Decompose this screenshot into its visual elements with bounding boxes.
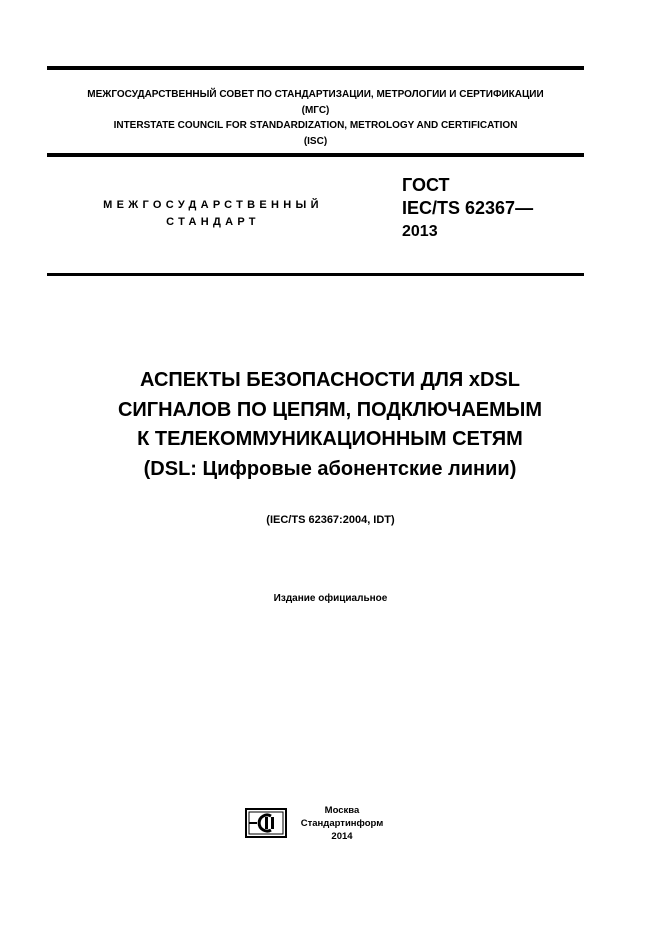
council-abbr-en: (ISC) bbox=[303, 135, 328, 147]
interstate-label-line1: МЕЖГОСУДАРСТВЕННЫЙ bbox=[103, 199, 323, 211]
council-name-en: INTERSTATE COUNCIL FOR STANDARDIZATION, METROLOGY AND CERTIFICATION bbox=[113, 120, 518, 131]
top-rule bbox=[47, 66, 584, 70]
interstate-standard-label bbox=[78, 197, 348, 231]
title-line2: СИГНАЛОВ ПО ЦЕПЯМ, ПОДКЛЮЧАЕМЫМ bbox=[117, 398, 543, 421]
title-line4: (DSL: Цифровые абонентские линии) bbox=[143, 457, 517, 480]
title-line3: К ТЕЛЕКОММУНИКАЦИОННЫМ СЕТЯМ bbox=[137, 428, 523, 450]
standartinform-logo-icon bbox=[245, 808, 287, 838]
council-abbr-ru: (МГС) bbox=[301, 104, 330, 116]
title-line1: АСПЕКТЫ БЕЗОПАСНОСТИ ДЛЯ xDSL bbox=[140, 369, 520, 391]
publisher-name: Стандартинформ bbox=[300, 818, 384, 829]
iec-designation: (IEC/TS 62367:2004, IDT) bbox=[266, 514, 395, 526]
interstate-label-line2: СТАНДАРТ bbox=[166, 216, 260, 228]
gost-designation bbox=[402, 174, 533, 243]
standard-rule bbox=[47, 273, 584, 276]
council-name-ru: МЕЖГОСУДАРСТВЕННЫЙ СОВЕТ ПО СТАНДАРТИЗАЦИИ, МЕТРОЛОГИИ И СЕРТИФИКАЦИИ bbox=[87, 89, 544, 100]
publisher-year: 2014 bbox=[331, 831, 353, 842]
gost-line3: 2013 bbox=[402, 223, 438, 240]
publisher-city: Москва bbox=[324, 805, 360, 816]
edition-note: Издание официальное bbox=[273, 593, 388, 604]
document-title bbox=[40, 366, 620, 484]
council-header bbox=[47, 87, 584, 149]
header-rule bbox=[47, 153, 584, 157]
gost-line2: IEC/TS 62367— bbox=[402, 198, 534, 218]
gost-line1: ГОСТ bbox=[402, 175, 450, 195]
publisher-block bbox=[292, 804, 392, 843]
